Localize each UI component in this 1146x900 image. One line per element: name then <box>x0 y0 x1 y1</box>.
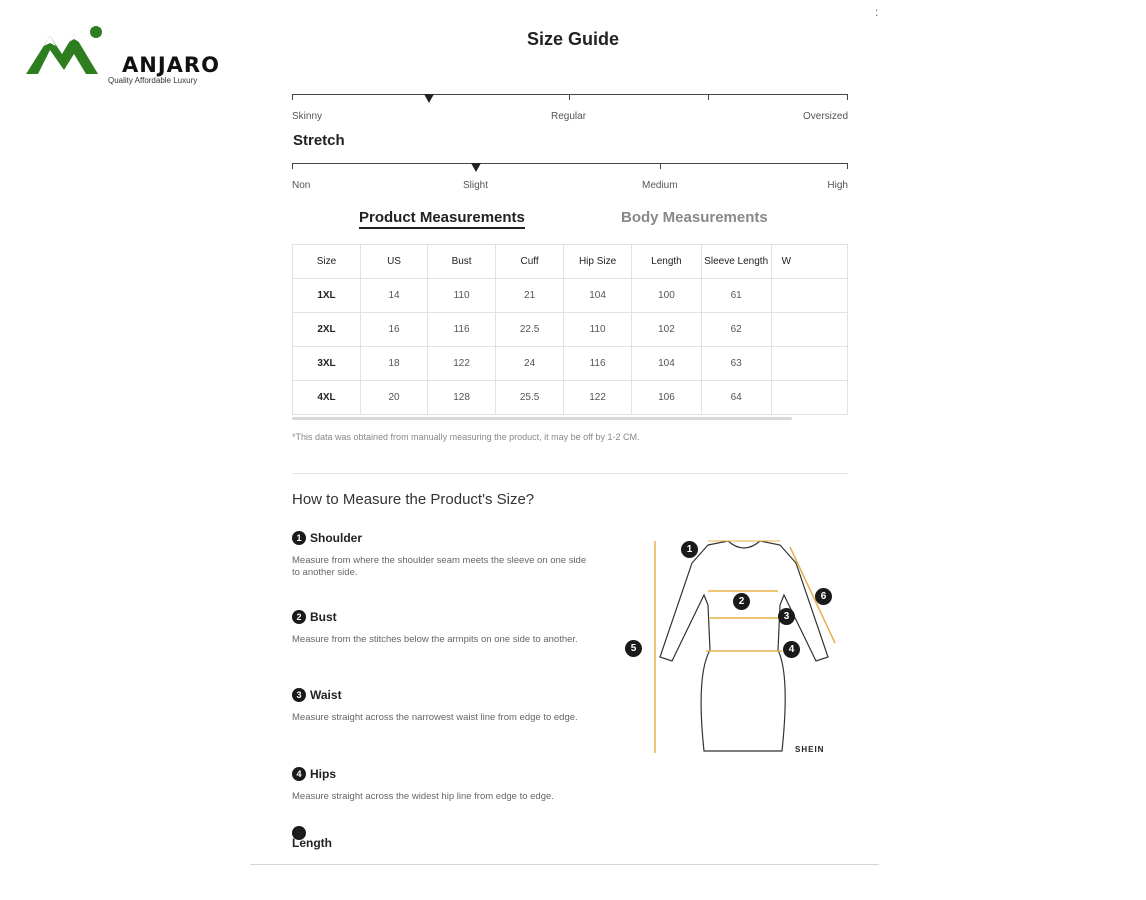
cell-size: 3XL <box>293 347 361 381</box>
measurement-note: *This data was obtained from manually measuring the product, it may be off by 1-2 CM. <box>292 432 640 442</box>
cell-sleeve-length: 64 <box>701 381 771 415</box>
step-hips <box>292 767 592 803</box>
diagram-number-6-icon: 6 <box>815 588 832 605</box>
step-shoulder <box>292 531 592 579</box>
diagram-number-2-icon: 2 <box>733 593 750 610</box>
col-header-size: Size <box>293 245 361 279</box>
cell-hip-size: 116 <box>564 347 632 381</box>
cell-sleeve-length: 62 <box>701 313 771 347</box>
cell-length: 106 <box>632 381 702 415</box>
stretch-label-high: High <box>827 180 848 191</box>
cell-cuff: 22.5 <box>496 313 564 347</box>
cell-us: 18 <box>360 347 427 381</box>
stretch-title: Stretch <box>293 132 345 149</box>
number-2-icon: 2 <box>292 610 306 624</box>
stretch-label-slight: Slight <box>463 180 489 191</box>
step-bust <box>292 610 592 646</box>
cell-w <box>771 381 847 415</box>
fit-label-regular: Regular <box>551 111 587 122</box>
diagram-brand-label: SHEIN <box>795 745 825 754</box>
table-row <box>293 347 848 381</box>
cell-hip-size: 122 <box>564 381 632 415</box>
step-title: Shoulder <box>310 531 363 545</box>
stretch-scale <box>292 161 848 195</box>
table-row <box>293 381 848 415</box>
col-header-cuff: Cuff <box>496 245 564 279</box>
cell-bust: 116 <box>428 313 496 347</box>
dress-measurement-diagram <box>620 535 845 765</box>
col-header-length: Length <box>632 245 702 279</box>
step-title: Length <box>292 836 332 850</box>
cell-w <box>771 347 847 381</box>
number-3-icon: 3 <box>292 688 306 702</box>
col-header-us: US <box>360 245 427 279</box>
number-1-icon: 1 <box>292 531 306 545</box>
diagram-number-1-icon: 1 <box>681 541 698 558</box>
fit-label-skinny: Skinny <box>292 111 323 122</box>
cell-size: 2XL <box>293 313 361 347</box>
cell-us: 20 <box>360 381 427 415</box>
step-description: Measure from where the shoulder seam meets the sleeve on one side to another side. <box>292 555 587 578</box>
step-length-partial <box>292 826 362 850</box>
number-4-icon: 4 <box>292 767 306 781</box>
diagram-number-4-icon: 4 <box>783 641 800 658</box>
step-description: Measure straight across the narrowest waist line from edge to edge. <box>292 712 578 723</box>
step-description: Measure straight across the widest hip line from edge to edge. <box>292 791 554 802</box>
brand-tagline: Quality Affordable Luxury <box>108 76 198 85</box>
col-header-w: W <box>771 245 847 279</box>
cell-size: 1XL <box>293 279 361 313</box>
stretch-label-non: Non <box>292 180 311 191</box>
cell-length: 100 <box>632 279 702 313</box>
table-row <box>293 313 848 347</box>
step-title: Bust <box>310 610 337 624</box>
cell-length: 102 <box>632 313 702 347</box>
fit-marker-icon <box>424 94 434 103</box>
cell-us: 14 <box>360 279 427 313</box>
cell-hip-size: 110 <box>564 313 632 347</box>
table-header-row <box>293 245 848 279</box>
cell-bust: 128 <box>428 381 496 415</box>
size-table-container <box>292 244 848 420</box>
cell-cuff: 25.5 <box>496 381 564 415</box>
cell-w <box>771 313 847 347</box>
stretch-label-medium: Medium <box>642 180 678 191</box>
col-header-sleeve-length: Sleeve Length <box>701 245 771 279</box>
size-table <box>292 244 848 415</box>
dress-outline-icon <box>620 535 845 765</box>
step-title: Hips <box>310 767 337 781</box>
cell-cuff: 24 <box>496 347 564 381</box>
cell-hip-size: 104 <box>564 279 632 313</box>
cell-us: 16 <box>360 313 427 347</box>
table-row <box>293 279 848 313</box>
col-header-hip-size: Hip Size <box>564 245 632 279</box>
cell-size: 4XL <box>293 381 361 415</box>
cell-bust: 110 <box>428 279 496 313</box>
fit-label-oversized: Oversized <box>802 111 848 122</box>
cell-cuff: 21 <box>496 279 564 313</box>
cell-sleeve-length: 61 <box>701 279 771 313</box>
bottom-divider <box>250 864 879 865</box>
howto-title: How to Measure the Product's Size? <box>292 491 535 508</box>
fit-scale <box>292 92 848 126</box>
cell-sleeve-length: 63 <box>701 347 771 381</box>
stretch-marker-icon <box>471 163 481 172</box>
divider <box>292 473 848 474</box>
tab-body-measurements[interactable]: Body Measurements <box>621 209 768 226</box>
tab-product-measurements[interactable]: Product Measurements <box>359 209 525 229</box>
page-title: Size Guide <box>526 29 620 49</box>
diagram-number-3-icon: 3 <box>778 608 795 625</box>
cell-w <box>771 279 847 313</box>
step-title: Waist <box>310 688 342 702</box>
brand-name: ANJARO <box>122 53 220 77</box>
cell-bust: 122 <box>428 347 496 381</box>
cell-length: 104 <box>632 347 702 381</box>
col-header-bust: Bust <box>428 245 496 279</box>
more-menu-icon[interactable]: : <box>875 5 879 19</box>
step-description: Measure from the stitches below the armpits on one side to another. <box>292 634 578 645</box>
step-waist <box>292 688 592 724</box>
table-horizontal-scrollbar[interactable] <box>292 417 792 420</box>
diagram-number-5-icon: 5 <box>625 640 642 657</box>
number-5-icon: 5 <box>292 826 306 840</box>
